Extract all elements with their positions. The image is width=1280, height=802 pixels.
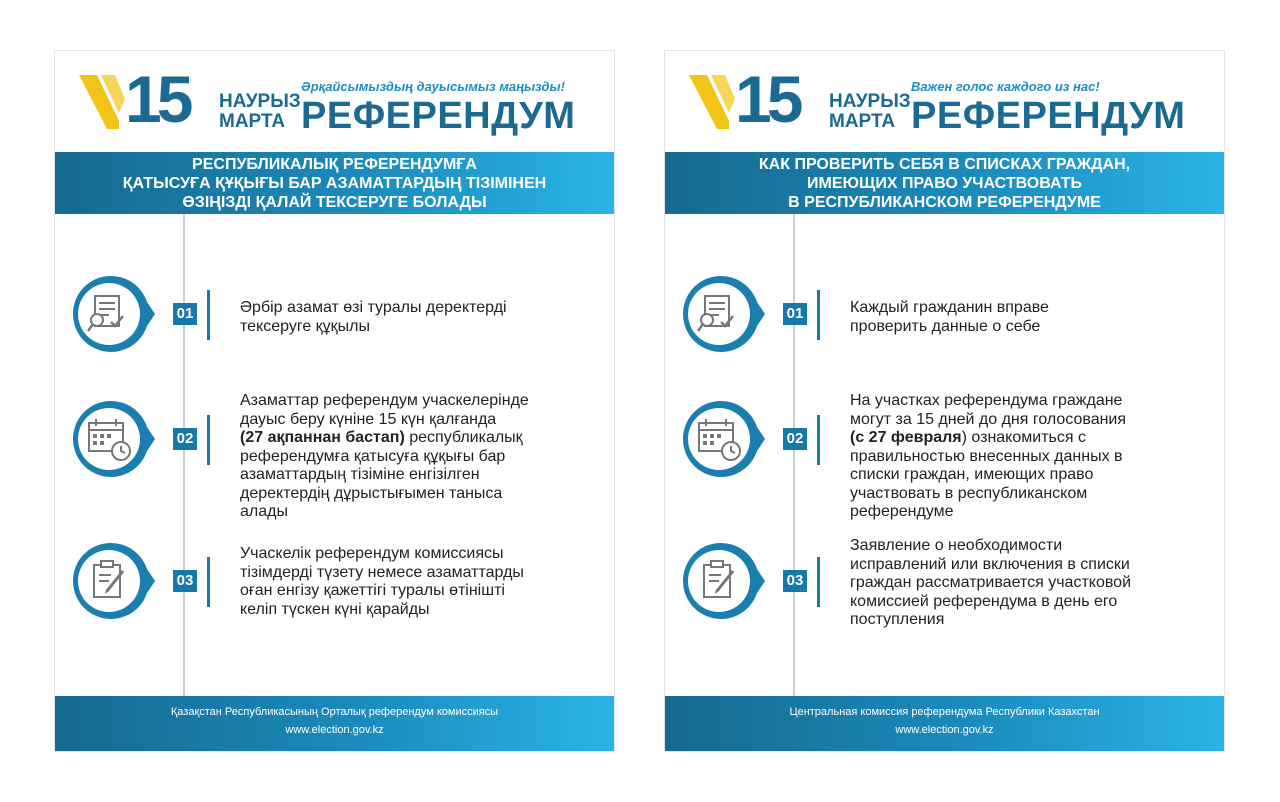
step-1 — [665, 274, 1224, 364]
poster-kazakh — [54, 50, 615, 752]
step-2 — [55, 392, 614, 520]
step-2 — [665, 392, 1224, 520]
banner-line: ИМЕЮЩИХ ПРАВО УЧАСТВОВАТЬ — [807, 174, 1082, 192]
header-titles — [911, 79, 1211, 137]
footer-organization: Қазақстан Республикасының Орталық референдум комиссиясы — [170, 706, 499, 718]
logo-month-kz: НАУРЫЗ — [829, 91, 911, 112]
step-bar — [207, 290, 210, 340]
step-text-line: списки граждан, имеющих право — [850, 466, 1094, 483]
step-number: 01 — [173, 303, 197, 325]
step-text-line: На участках референдума граждане — [850, 392, 1123, 409]
step-text — [850, 537, 1195, 630]
referendum-title: РЕФЕРЕНДУМ — [911, 95, 1186, 137]
step-text-line: республикалық — [409, 429, 523, 446]
step-3 — [665, 537, 1224, 631]
step-text-line: исправлений или включения в списки — [850, 555, 1130, 573]
step-text-line: проверить данные о себе — [850, 317, 1041, 335]
step-3 — [55, 541, 614, 631]
step-text-line: участвовать в республиканском — [850, 484, 1088, 502]
slogan: Әрқайсымыздың дауысымыз маңызды! — [301, 79, 565, 94]
clipboard-pen-icon — [679, 541, 765, 621]
footer — [665, 696, 1224, 751]
footer-url: www.election.gov.kz — [895, 724, 994, 736]
step-text-line: тізімдерді түзету немесе азаматтарды — [240, 563, 524, 581]
header-titles — [301, 79, 601, 137]
step-text-line: алады — [240, 503, 288, 520]
step-text-line: могут за 15 дней до дня голосования — [850, 410, 1127, 428]
step-text-line: дауыс беру күніне 15 күн қалғанда — [240, 410, 497, 428]
step-text-line: комиссией референдума в день его — [850, 592, 1118, 610]
step-bar — [817, 290, 820, 340]
step-text-line: Әрбір азамат өзі туралы деректерді — [240, 299, 507, 316]
title-banner — [55, 152, 614, 214]
step-bar — [817, 557, 820, 607]
logo-month-ru: МАРТА — [219, 111, 286, 132]
calendar-clock-icon — [679, 399, 765, 479]
step-text-line: поступления — [850, 611, 945, 628]
title-banner — [665, 152, 1224, 214]
banner-line: ҚАТЫСУҒА ҚҰҚЫҒЫ БАР АЗАМАТТАРДЫҢ ТІЗІМІНЕН — [122, 174, 547, 192]
referendum-logo — [79, 62, 301, 136]
step-text-line: келіп түскен күні қарайды — [240, 600, 430, 618]
referendum-title: РЕФЕРЕНДУМ — [301, 95, 576, 137]
step-number: 03 — [173, 570, 197, 592]
step-date-bold: (27 ақпаннан бастап) — [240, 429, 405, 446]
clipboard-pen-icon — [69, 541, 155, 621]
step-text-line: референдуме — [850, 503, 954, 520]
step-text-line: Азаматтар референдум учаскелерінде — [240, 392, 529, 409]
step-bar — [207, 557, 210, 607]
step-bar — [817, 415, 820, 465]
document-search-icon — [679, 274, 765, 354]
step-text-line: оған енгізу қажеттігі туралы өтінішті — [240, 582, 505, 599]
step-number: 02 — [173, 428, 197, 450]
banner-line: В РЕСПУБЛИКАНСКОМ РЕФЕРЕНДУМЕ — [788, 193, 1101, 211]
logo-number: 15 — [735, 62, 799, 136]
step-text-line: деректердің дұрыстығымен таныса — [240, 484, 503, 502]
slogan: Важен голос каждого из нас! — [911, 79, 1100, 94]
banner-line: КАК ПРОВЕРИТЬ СЕБЯ В СПИСКАХ ГРАЖДАН, — [758, 155, 1131, 173]
step-text-line: азаматтардың тізіміне енгізілген — [240, 466, 480, 483]
step-text — [850, 392, 1195, 522]
step-number: 01 — [783, 303, 807, 325]
step-text — [850, 299, 1195, 336]
calendar-clock-icon — [69, 399, 155, 479]
logo-month-ru: МАРТА — [829, 111, 896, 132]
step-bar — [207, 415, 210, 465]
poster-russian — [664, 50, 1225, 752]
step-text-line: ) ознакомиться с — [961, 429, 1086, 446]
step-text-line: тексеруге құқылы — [240, 317, 371, 335]
step-text-line: Учаскелік референдум комиссиясы — [240, 545, 504, 562]
logo-month-kz: НАУРЫЗ — [219, 91, 301, 112]
footer-url: www.election.gov.kz — [285, 724, 384, 736]
step-text-line: граждан рассматривается участковой — [850, 574, 1131, 591]
footer-organization: Центральная комиссия референдума Республики Казахстан — [789, 706, 1100, 718]
referendum-logo — [689, 62, 911, 136]
step-1 — [55, 274, 614, 364]
step-number: 02 — [783, 428, 807, 450]
step-text — [240, 392, 585, 522]
step-text-line: Заявление о необходимости — [850, 537, 1063, 554]
step-text — [240, 545, 585, 619]
step-text-line: референдумға қатысуға құқығы бар — [240, 447, 506, 465]
step-text — [240, 299, 585, 336]
footer — [55, 696, 614, 751]
banner-line: РЕСПУБЛИКАЛЫҚ РЕФЕРЕНДУМҒА — [192, 155, 477, 173]
logo-number: 15 — [125, 62, 189, 136]
step-text-line: Каждый гражданин вправе — [850, 299, 1049, 316]
step-text-line: правильностью внесенных данных в — [850, 447, 1123, 465]
document-search-icon — [69, 274, 155, 354]
banner-line: ӨЗІҢІЗДІ ҚАЛАЙ ТЕКСЕРУГЕ БОЛАДЫ — [182, 193, 487, 211]
step-date-bold: (с 27 февраля — [850, 429, 962, 446]
step-number: 03 — [783, 570, 807, 592]
